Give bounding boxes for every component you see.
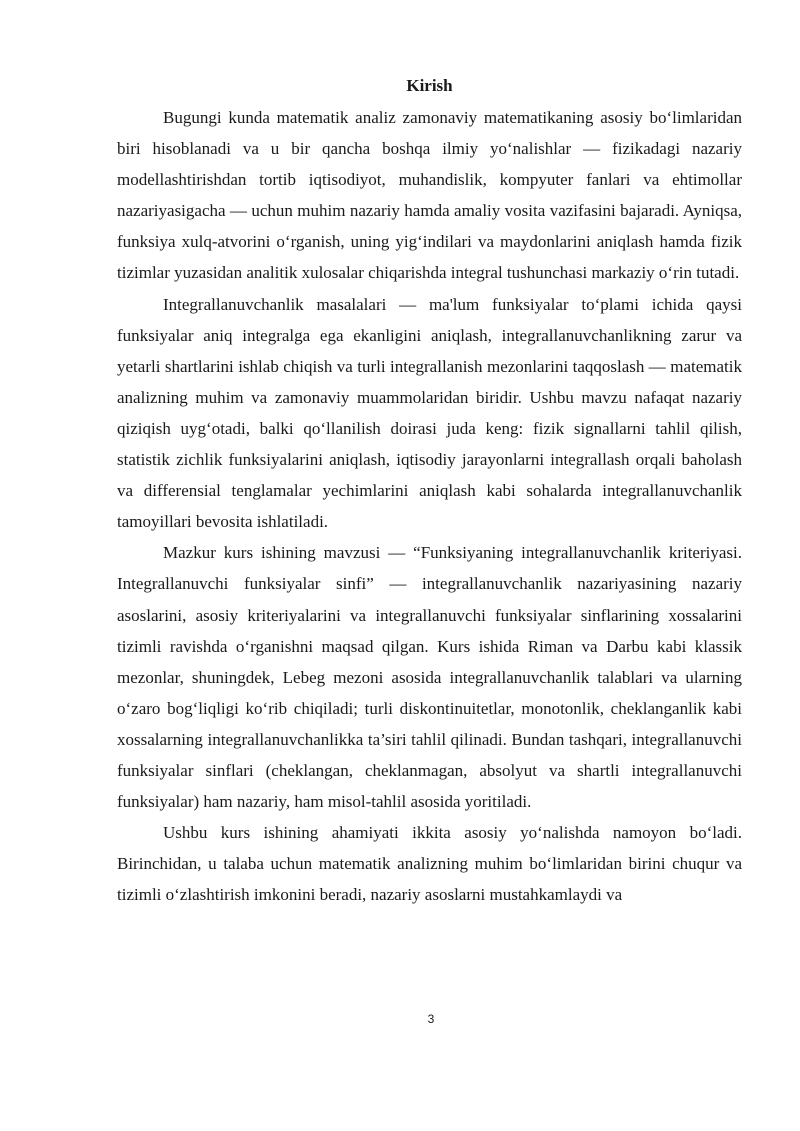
paragraph-2: Integrallanuvchanlik masalalari — ma'lum funksiyalar to‘plami ichida qaysi funksiyalar aniq integralga ega ekanligini aniqlash, integrallanuvchanlikning zarur va yetarli shartlarini ishlab chiqish va turli integrallanish mezonlarini taqqoslash — matematik analizning muhim va zamonaviy muammolaridan biridir. Ushbu mavzu nafaqat nazariy qiziqish uyg‘otadi, balki qo‘llanilish doirasi juda keng: fizik signallarni tahlil qilish, statistik zichlik funksiyalarini aniqlash, iqtisodiy jarayonlarni integrallash orqali baholash va differensial tenglamalar yechimlarini aniqlash kabi sohalarda integrallanuvchanlik tamoyillari bevosita ishlatiladi. xyxy=(117,294,742,532)
section-title: Kirish xyxy=(406,76,453,95)
paragraph-4: Ushbu kurs ishining ahamiyati ikkita asosiy yo‘nalishda namoyon bo‘ladi. Birinchidan, u talaba uchun matematik analizning muhim bo‘limlaridan birini chuqur va tizimli o‘zlashtirish imkonini beradi, nazariy asoslarni mustahkamlaydi va xyxy=(117,823,742,905)
page-number: 3 xyxy=(427,1012,435,1026)
paragraph-3: Mazkur kurs ishining mavzusi — “Funksiyaning integrallanuvchanlik kriteriyasi. Integrallanuvchi funksiyalar sinfi” — integrallanuvchanlik nazariyasining nazariy asoslarini, asosiy kriteriyalarini va integrallanuvchi funksiyalar sinflarining xossalarini tizimli ravishda o‘rganishni maqsad qilgan. Kurs ishida Riman va Darbu kabi klassik mezonlar, shuningdek, Lebeg mezoni asosida integrallanuvchanlik talablari va ularning o‘zaro bog‘liqligi ko‘rib chiqiladi; turli diskontinuitetlar, monotonlik, cheklanganlik kabi xossalarning integrallanuvchanlikka ta’siri tahlil qilinadi. Bundan tashqari, integrallanuvchi funksiyalar sinflari (cheklangan, cheklanmagan, absolyut va shartli integrallanuvchi funksiyalar) ham nazariy, ham misol-tahlil asosida yoritiladi. xyxy=(117,543,742,812)
document-page xyxy=(117,70,742,910)
paragraph-1: Bugungi kunda matematik analiz zamonaviy matematikaning asosiy bo‘limlaridan biri hisoblanadi va u bir qancha boshqa ilmiy yo‘nalishlar — fizikadagi nazariy modellashtirishdan tortib iqtisodiyot, muhandislik, kompyuter fanlari va ehtimollar nazariyasigacha — uchun muhim nazariy hamda amaliy vosita vazifasini bajaradi. Ayniqsa, funksiya xulq-atvorini o‘rganish, uning yig‘indilari va maydonlarini aniqlash hamda fizik tizimlar yuzasidan analitik xulosalar chiqarishda integral tushunchasi markaziy o‘rin tutadi. xyxy=(117,108,742,283)
